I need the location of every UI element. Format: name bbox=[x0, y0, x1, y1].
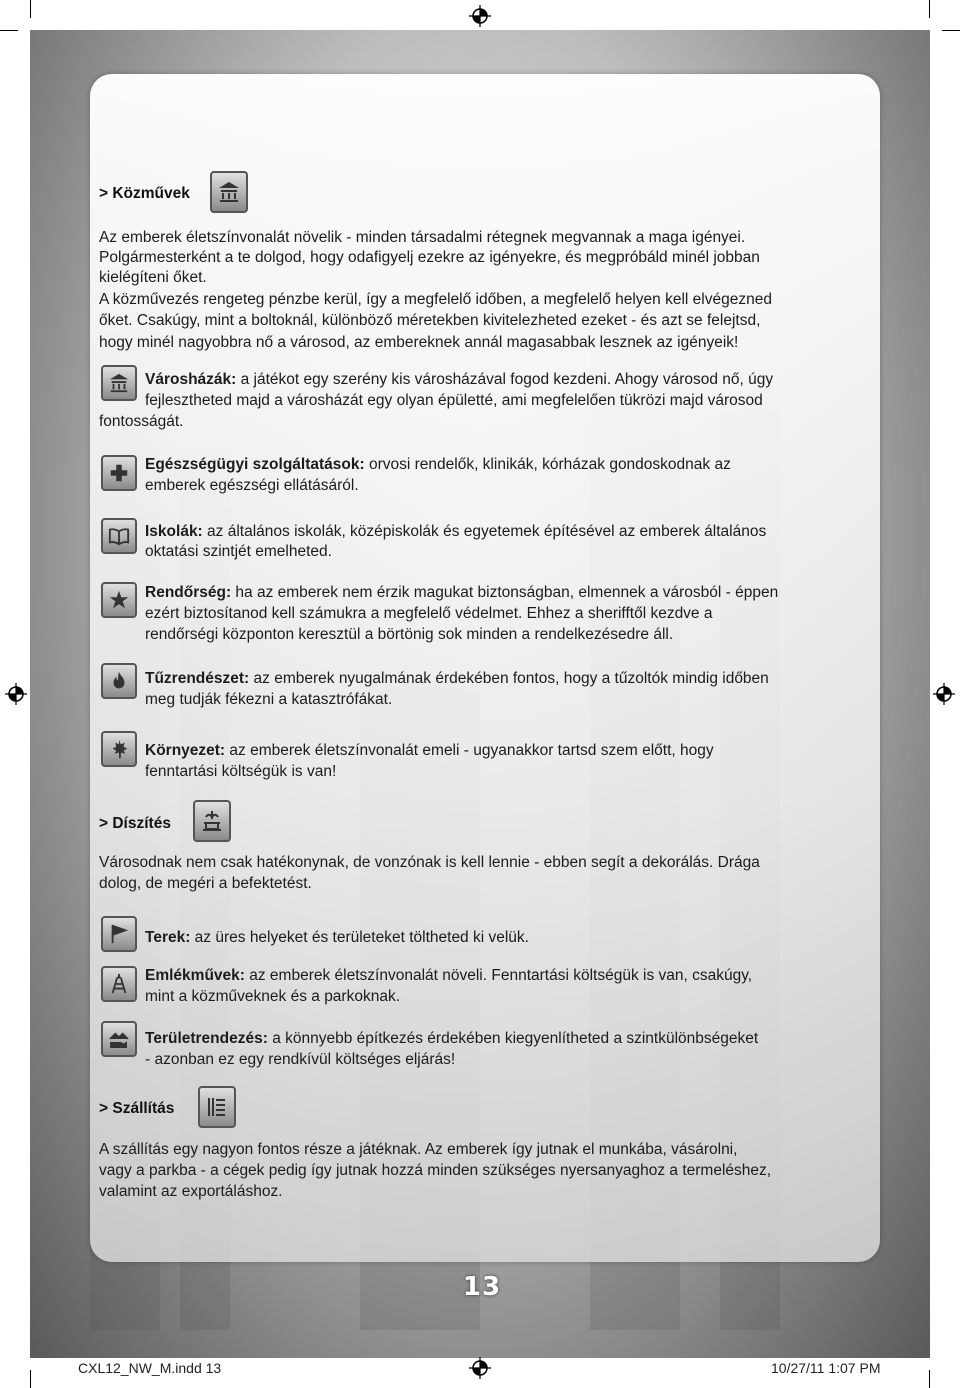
terrain-hand-icon bbox=[101, 1021, 137, 1057]
crop-mark bbox=[30, 0, 31, 18]
crop-mark bbox=[942, 30, 960, 31]
intro-line: vagy a parkba - a cégek pedig így jutnak hozzá minden szükséges nyersanyaghoz a termeléshez, bbox=[99, 1162, 772, 1179]
item-text: Emlékművek: az emberek életszínvonalát növeli. Fenntartási költségük is van, csakúgy, bbox=[145, 967, 753, 984]
section-heading-diszites: > Díszítés bbox=[99, 815, 171, 832]
intro-line: dolog, de megéri a befektetést. bbox=[99, 875, 312, 892]
intro-line: valamint az exportáláshoz. bbox=[99, 1183, 283, 1200]
item-text: Környezet: az emberek életszínvonalát emeli - ugyanakkor tartsd szem előtt, hogy bbox=[145, 742, 714, 759]
intro-line: Polgármesterként a te dolgod, hogy odafigyelj ezekre az igényekre, és megpróbáld minél jobban bbox=[99, 249, 760, 266]
health-cross-icon bbox=[101, 455, 137, 491]
eiffel-tower-icon bbox=[101, 966, 137, 1002]
item-text: rendőrségi központon keresztül a börtönig sok minden a rendelkezésedre áll. bbox=[145, 626, 674, 643]
item-text: Tűzrendészet: az emberek nyugalmának érdekében fontos, hogy a tűzoltók mindig időben bbox=[145, 670, 769, 687]
item-text: Területrendezés: a könnyebb építkezés érdekében kiegyenlítheted a szintkülönbségeket bbox=[145, 1030, 759, 1047]
registration-mark-icon bbox=[933, 683, 955, 705]
fountain-icon bbox=[193, 800, 231, 842]
item-text: Egészségügyi szolgáltatások: orvosi rendelők, klinikák, kórházak gondoskodnak az bbox=[145, 456, 731, 473]
intro-line: A szállítás egy nagyon fontos része a játéknak. Az emberek így jutnak el munkába, vásárolni, bbox=[99, 1141, 738, 1158]
item-term: Egészségügyi szolgáltatások: bbox=[145, 456, 365, 473]
slug-filename: CXL12_NW_M.indd 13 bbox=[78, 1360, 222, 1376]
item-text: Városházák: a játékot egy szerény kis városházával fogod kezdeni. Ahogy városod nő, úgy bbox=[145, 371, 774, 388]
item-term: Területrendezés: bbox=[145, 1030, 268, 1047]
page-number: 13 bbox=[462, 1272, 502, 1302]
registration-mark-icon bbox=[469, 1357, 491, 1379]
item-text: emberek egészségi ellátásáról. bbox=[145, 477, 359, 494]
item-text: Rendőrség: ha az emberek nem érzik magukat biztonságban, elmennek a városból - éppen bbox=[145, 584, 779, 601]
item-text: Iskolák: az általános iskolák, középiskolák és egyetemek építésével az emberek általános bbox=[145, 523, 767, 540]
item-text: oktatási szintjét emelheted. bbox=[145, 543, 332, 560]
item-term: Emlékművek: bbox=[145, 967, 245, 984]
transport-list-icon bbox=[198, 1086, 236, 1128]
intro-line: őket. Csakúgy, mint a boltoknál, különböző méretekben kivitelezheted ezeket - és azt se felejtsd, bbox=[99, 312, 761, 329]
item-text: Terek: az üres helyeket és területeket töltheted ki velük. bbox=[145, 929, 529, 946]
crop-mark bbox=[929, 1370, 930, 1388]
section-heading-szallitas: > Szállítás bbox=[99, 1100, 175, 1117]
crop-mark bbox=[929, 0, 930, 18]
police-badge-icon bbox=[101, 582, 137, 618]
crop-mark bbox=[0, 30, 18, 31]
book-icon bbox=[101, 518, 137, 554]
square-flag-icon bbox=[101, 916, 137, 952]
section-heading-kozmuvek: > Közművek bbox=[99, 185, 190, 202]
item-term: Városházák: bbox=[145, 371, 237, 388]
item-text: fontosságát. bbox=[99, 413, 184, 430]
leaf-icon bbox=[101, 731, 137, 767]
item-text: fenntartási költségük is van! bbox=[145, 763, 337, 780]
intro-line: Városodnak nem csak hatékonynak, de vonzónak is kell lennie - ebben segít a dekorálás. Drága bbox=[99, 854, 760, 871]
item-text: ezért biztosítanod kell számukra a megfelelő védelmet. Ehhez a sherifftől kezdve a bbox=[145, 605, 713, 622]
item-term: Terek: bbox=[145, 929, 191, 946]
item-text: - azonban ez egy rendkívül költséges eljárás! bbox=[145, 1051, 456, 1068]
item-term: Rendőrség: bbox=[145, 584, 232, 601]
intro-line: kielégíteni őket. bbox=[99, 269, 207, 286]
item-term: Környezet: bbox=[145, 742, 226, 759]
item-term: Iskolák: bbox=[145, 523, 203, 540]
intro-line: A közművezés rengeteg pénzbe kerül, így a megfelelő időben, a megfelelő helyen kell elvégezned bbox=[99, 291, 772, 308]
town-hall-icon bbox=[210, 171, 248, 213]
registration-mark-icon bbox=[5, 683, 27, 705]
item-text: mint a közműveknek és a parkoknak. bbox=[145, 988, 401, 1005]
slug-date: 10/27/11 1:07 PM bbox=[771, 1360, 881, 1376]
intro-line: Az emberek életszínvonalát növelik - minden társadalmi rétegnek megvannak a maga igényei. bbox=[99, 229, 746, 246]
item-text: fejlesztheted majd a városházát egy olyan épületté, ami megfelelően tükrözi majd városod bbox=[145, 392, 763, 409]
item-text: meg tudják fékezni a katasztrófákat. bbox=[145, 691, 393, 708]
item-term: Tűzrendészet: bbox=[145, 670, 250, 687]
town-hall-icon bbox=[101, 365, 137, 401]
intro-line: hogy minél nagyobbra nő a városod, az embereknek annál magasabbak lesznek az igényeik! bbox=[99, 334, 739, 351]
registration-mark-icon bbox=[469, 5, 491, 27]
crop-mark bbox=[30, 1370, 31, 1388]
fire-icon bbox=[101, 663, 137, 699]
